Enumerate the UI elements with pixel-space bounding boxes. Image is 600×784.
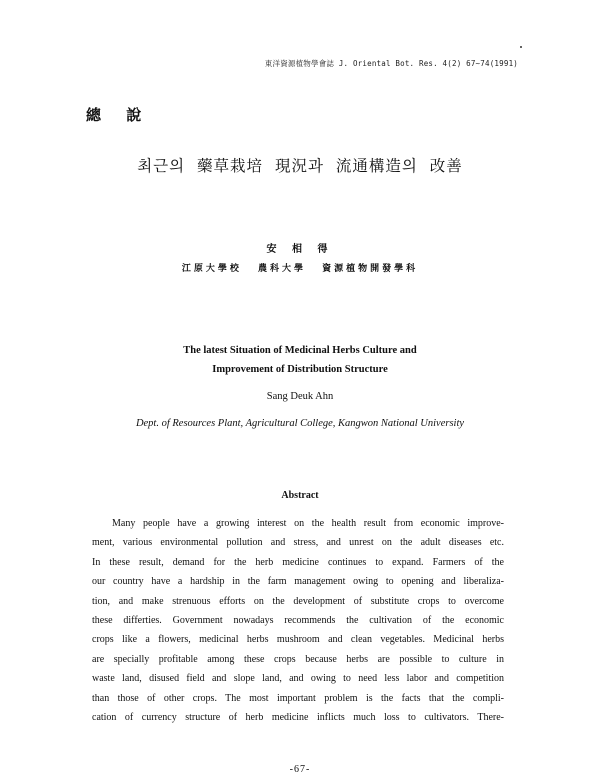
english-affiliation: Dept. of Resources Plant, Agricultural College, Kangwon National University bbox=[135, 418, 465, 429]
abstract-line: tion, and make strenuous efforts on the development of substitute crops to overcome bbox=[92, 595, 504, 607]
abstract-line: these differties. Government nowadays recommends the cultivation of the economic bbox=[92, 614, 504, 626]
english-title bbox=[0, 341, 600, 379]
english-title-line-2: Improvement of Distribution Structure bbox=[212, 364, 388, 375]
korean-affiliation: 江原大學校 農科大學 資源植物開發學科 bbox=[181, 264, 419, 274]
abstract-line: crops like a flowers, medicinal herbs mushroom and clean vegetables. Medicinal herbs bbox=[92, 634, 504, 646]
abstract-line: are specially profitable among these crops because herbs are possible to culture in bbox=[92, 653, 504, 665]
page-number: -67- bbox=[289, 764, 311, 775]
section-label: 總 說 bbox=[86, 106, 152, 124]
abstract-heading: Abstract bbox=[281, 490, 319, 501]
abstract-line: cation of currency structure of herb medicine inflicts much loss to cultivators. There- bbox=[92, 711, 504, 723]
english-author: Sang Deuk Ahn bbox=[266, 391, 334, 402]
abstract-line: In these result, demand for the herb medicine continues to expand. Farmers of the bbox=[92, 556, 504, 568]
abstract-body bbox=[92, 514, 504, 727]
english-title-line-1: The latest Situation of Medicinal Herbs Culture and bbox=[183, 345, 417, 356]
abstract-line: ment, various environmental pollution and stress, and unrest on the adult diseases etc. bbox=[92, 537, 504, 549]
abstract-line: Many people have a growing interest on the health result from economic improve- bbox=[112, 518, 504, 529]
scan-speck bbox=[520, 46, 522, 48]
abstract-line: our country have a hardship in the farm management owing to opening and liberaliza- bbox=[92, 576, 504, 588]
abstract-line: waste land, disused field and slope land, and owing to need less labor and competition bbox=[92, 673, 504, 685]
journal-citation: 東洋資源植物學會誌 J. Oriental Bot. Res. 4(2) 67~74(1991) bbox=[264, 59, 518, 68]
korean-title: 최근의 藥草栽培 現況과 流通構造의 改善 bbox=[137, 157, 463, 175]
korean-author: 安 相 得 bbox=[266, 244, 334, 255]
abstract-line: than those of other crops. The most important problem is the facts that the compli- bbox=[92, 692, 504, 704]
